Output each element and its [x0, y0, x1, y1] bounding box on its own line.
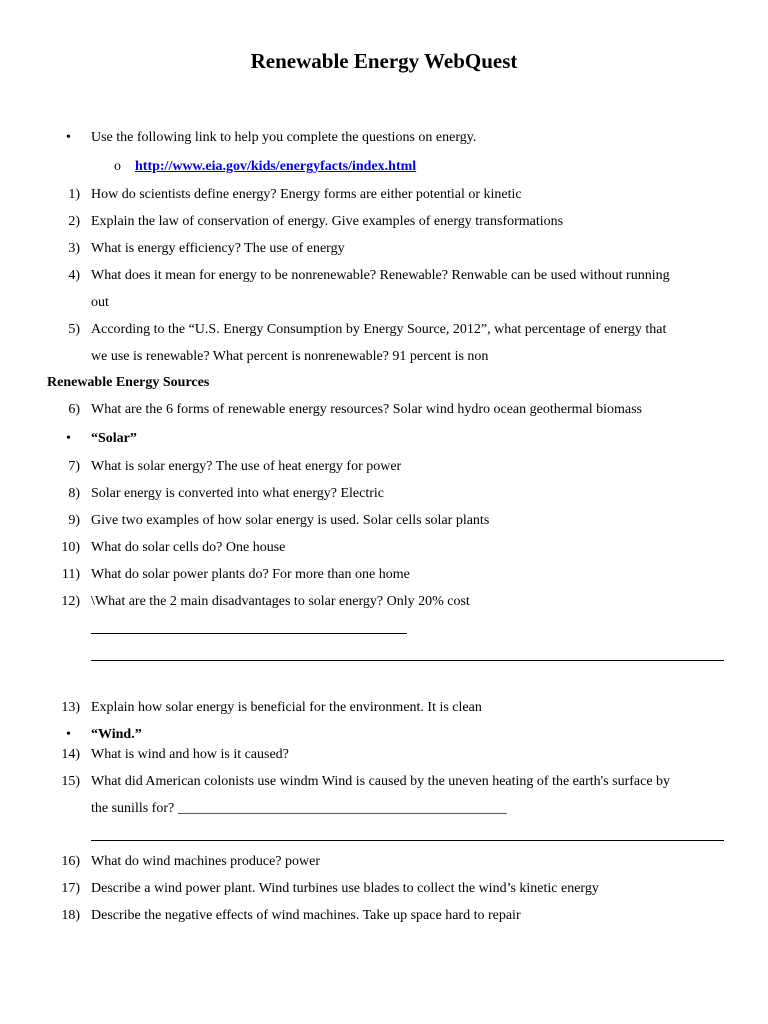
question-text: According to the “U.S. Energy Consumption by Energy Source, 2012”, what percentage of energy that	[91, 322, 667, 337]
question-text: What does it mean for energy to be nonrenewable? Renewable? Renwable can be used without running	[91, 268, 670, 283]
energy-facts-link[interactable]: http://www.eia.gov/kids/energyfacts/index.html	[135, 159, 417, 174]
question-number: 2)	[68, 214, 80, 229]
question-text: Describe a wind power plant. Wind turbines use blades to collect the wind’s kinetic energy	[91, 881, 599, 896]
question-text: What did American colonists use windm Wind is caused by the uneven heating of the earth's surface by	[91, 774, 671, 789]
question-number: 7)	[68, 459, 80, 474]
question-number: 17)	[61, 881, 80, 896]
question-number: 14)	[61, 747, 80, 762]
question-number: 16)	[61, 854, 80, 869]
question-number: 5)	[68, 322, 80, 337]
question-text: Describe the negative effects of wind machines. Take up space hard to repair	[91, 908, 521, 923]
bullet-icon: •	[66, 431, 71, 446]
question-number: 8)	[68, 486, 80, 501]
question-number: 9)	[68, 513, 80, 528]
question-number: 15)	[61, 774, 80, 789]
bullet-icon: •	[66, 727, 71, 742]
question-text: What is solar energy? The use of heat energy for power	[91, 459, 402, 474]
question-number: 4)	[68, 268, 80, 283]
question-text: What is wind and how is it caused?	[91, 747, 289, 762]
question-number: 3)	[68, 241, 80, 256]
answer-blank-line	[91, 660, 724, 661]
question-text: What is energy efficiency? The use of energy	[91, 241, 345, 256]
question-text-continued: we use is renewable? What percent is nonrenewable? 91 percent is non	[91, 349, 489, 364]
question-text-continued: out	[91, 295, 109, 310]
wind-heading: “Wind.”	[91, 727, 142, 742]
question-text: Give two examples of how solar energy is used. Solar cells solar plants	[91, 513, 490, 528]
question-number: 10)	[61, 540, 80, 555]
question-text-continued: the sunills for? _______________________________________________	[91, 801, 507, 816]
sub-bullet-icon: o	[114, 159, 121, 174]
question-text: What are the 6 forms of renewable energy resources? Solar wind hydro ocean geothermal biomass	[91, 402, 642, 417]
section-heading: Renewable Energy Sources	[47, 375, 210, 390]
question-number: 18)	[61, 908, 80, 923]
question-text: What do solar power plants do? For more than one home	[91, 567, 410, 582]
answer-blank-line	[91, 840, 724, 841]
solar-heading: “Solar”	[91, 431, 137, 446]
question-text: Solar energy is converted into what energy? Electric	[91, 486, 384, 501]
question-number: 11)	[61, 567, 80, 582]
question-text: Explain the law of conservation of energy. Give examples of energy transformations	[91, 214, 564, 229]
question-number: 6)	[68, 402, 80, 417]
answer-blank-line	[91, 633, 407, 634]
question-text: \What are the 2 main disadvantages to solar energy? Only 20% cost	[91, 594, 470, 609]
intro-text: Use the following link to help you complete the questions on energy.	[91, 130, 477, 145]
question-number: 13)	[61, 700, 80, 715]
question-number: 1)	[68, 187, 80, 202]
question-text: Explain how solar energy is beneficial for the environment. It is clean	[91, 700, 482, 715]
bullet-icon: •	[66, 130, 71, 145]
question-text: What do wind machines produce? power	[91, 854, 320, 869]
page-title: Renewable Energy WebQuest	[250, 49, 518, 73]
question-number: 12)	[61, 594, 80, 609]
question-text: How do scientists define energy? Energy forms are either potential or kinetic	[91, 187, 522, 202]
question-text: What do solar cells do? One house	[91, 540, 286, 555]
